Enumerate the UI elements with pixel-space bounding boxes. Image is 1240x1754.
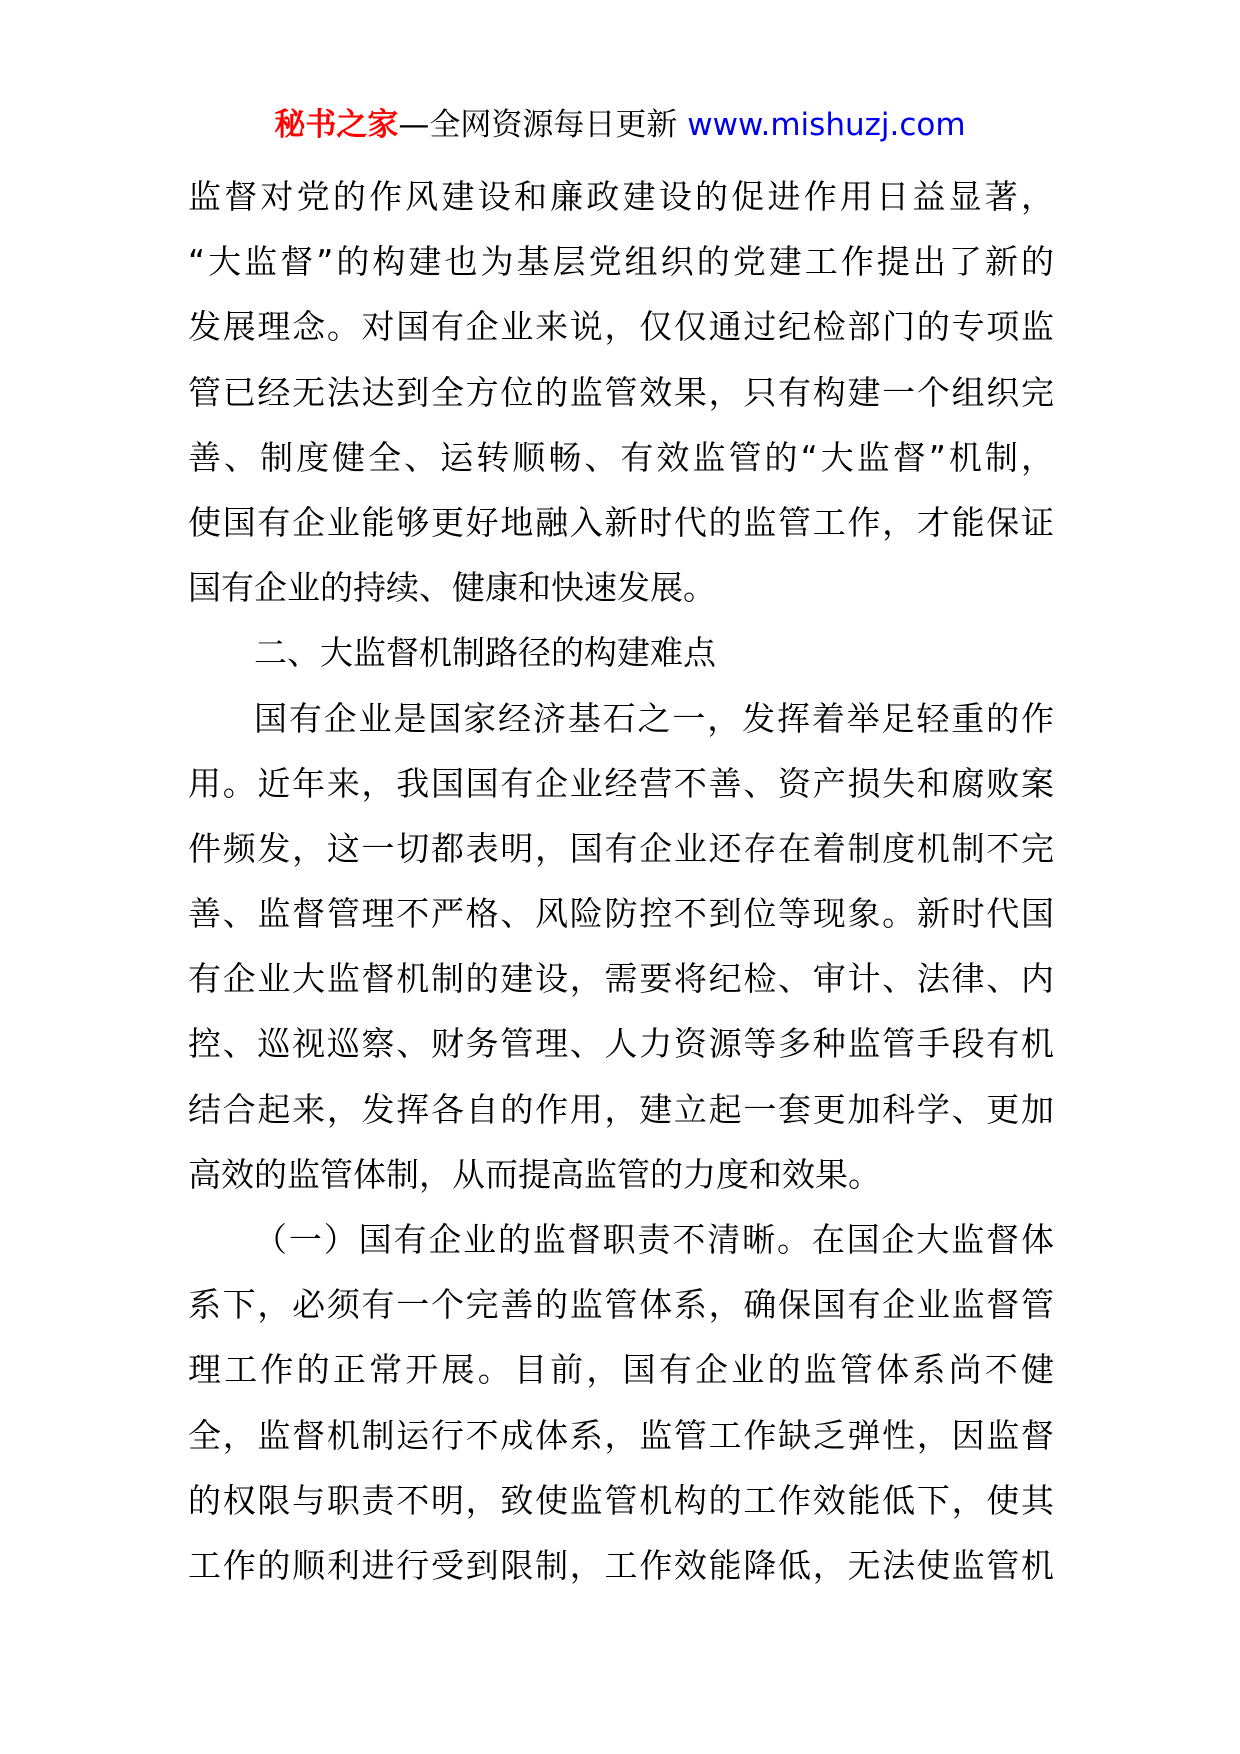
text-line: “大监督”的构建也为基层党组织的党建工作提出了新的 <box>188 242 1054 282</box>
site-header <box>0 100 1240 150</box>
text-line: 国有企业的持续、健康和快速发展。 <box>188 568 716 608</box>
text-line: 有企业大监督机制的建设，需要将纪检、审计、法律、内 <box>188 959 1054 999</box>
text-line: 高效的监管体制，从而提高监管的力度和效果。 <box>188 1154 881 1194</box>
text-line: 全，监督机制运行不成体系，监管工作缺乏弹性，因监督 <box>188 1415 1054 1455</box>
text-line: 的权限与职责不明，致使监管机构的工作效能低下，使其 <box>188 1480 1054 1520</box>
text-line: 件频发，这一切都表明，国有企业还存在着制度机制不完 <box>188 828 1054 868</box>
text-line: 善、制度健全、运转顺畅、有效监管的“大监督”机制， <box>188 437 1054 477</box>
text-line: 系下，必须有一个完善的监管体系，确保国有企业监督管 <box>188 1285 1054 1325</box>
site-brand: 秘书之家 <box>274 107 399 143</box>
text-line: 工作的顺利进行受到限制，工作效能降低，无法使监管机 <box>188 1545 1054 1585</box>
text-line: 管已经无法达到全方位的监管效果，只有构建一个组织完 <box>188 372 1054 412</box>
text-line: 使国有企业能够更好地融入新时代的监管工作，才能保证 <box>188 502 1054 542</box>
text-line: 国有企业是国家经济基石之一，发挥着举足轻重的作 <box>254 698 1054 738</box>
text-line: 控、巡视巡察、财务管理、人力资源等多种监管手段有机 <box>188 1024 1054 1064</box>
text-line: 结合起来，发挥各自的作用，建立起一套更加科学、更加 <box>188 1089 1054 1129</box>
section-heading: 二、大监督机制路径的构建难点 <box>254 633 716 673</box>
text-line: 理工作的正常开展。目前，国有企业的监管体系尚不健 <box>188 1350 1054 1390</box>
site-slogan: —全网资源每日更新 <box>398 107 678 143</box>
subsection-line: （一）国有企业的监督职责不清晰。在国企大监督体 <box>254 1220 1054 1259</box>
text-line: 监督对党的作风建设和廉政建设的促进作用日益显著， <box>188 177 1054 216</box>
text-line: 用。近年来，我国国有企业经营不善、资产损失和腐败案 <box>188 763 1054 803</box>
text-line: 发展理念。对国有企业来说，仅仅通过纪检部门的专项监 <box>188 307 1054 347</box>
document-body <box>188 164 1054 1598</box>
site-url-link[interactable]: www.mishuzj.com <box>687 107 966 143</box>
text-line: 善、监督管理不严格、风险防控不到位等现象。新时代国 <box>188 894 1054 934</box>
